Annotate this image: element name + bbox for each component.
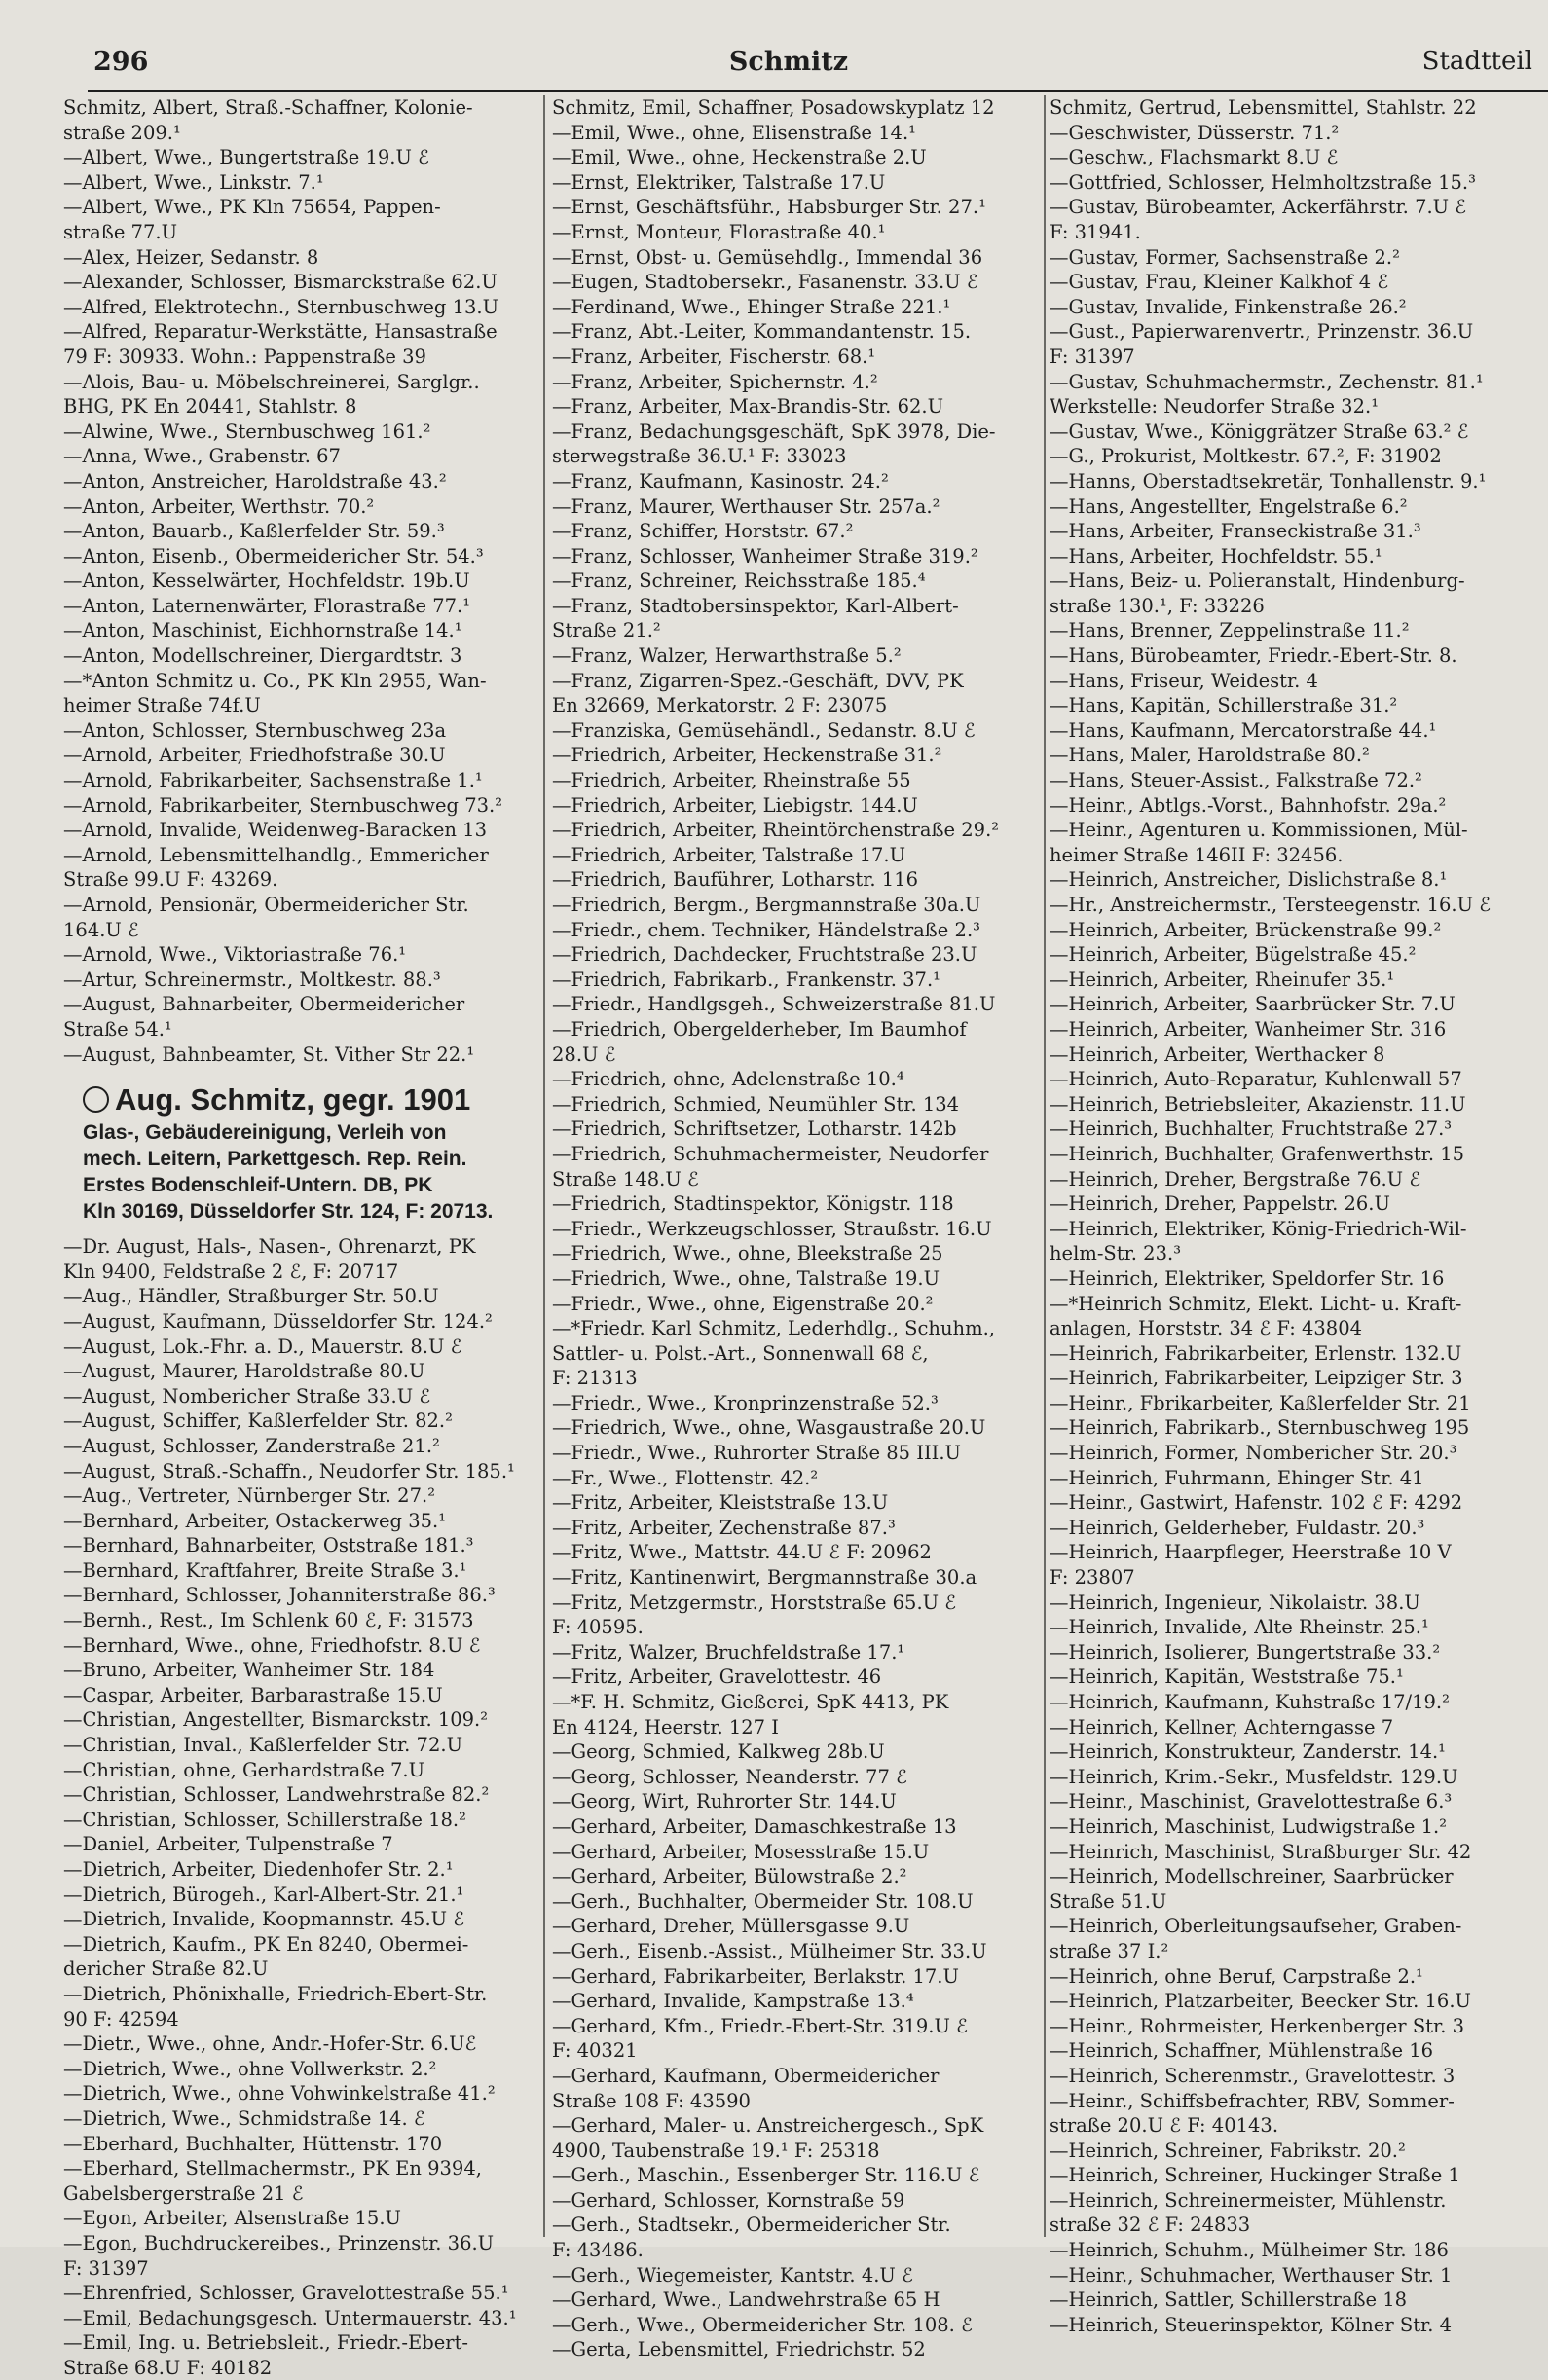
- directory-entry: —Emil, Bedachungsgesch. Untermauerstr. 43.¹: [63, 2306, 517, 2329]
- directory-entry: F: 31397: [63, 2256, 149, 2280]
- directory-entry: —August, Schlosser, Zanderstraße 21.²: [63, 1434, 440, 1457]
- directory-entry: Straße 21.²: [552, 619, 661, 642]
- directory-entry: —Fritz, Arbeiter, Zechenstraße 87.³: [552, 1516, 896, 1539]
- directory-entry: —Dietrich, Arbeiter, Diedenhofer Str. 2.¹: [63, 1858, 454, 1881]
- directory-entry: —Friedrich, Wwe., ohne, Wasgaustraße 20.U: [552, 1416, 986, 1440]
- directory-entry: Straße 148.U ℰ: [552, 1167, 699, 1190]
- ad-line: Erstes Bodenschleif-Untern. DB, PK: [83, 1174, 433, 1197]
- directory-entry: —Friedrich, Arbeiter, Rheinstraße 55: [552, 769, 911, 792]
- directory-entry: —Heinrich, Auto-Reparatur, Kuhlenwall 57: [1050, 1068, 1462, 1091]
- directory-entry: —Hanns, Oberstadtsekretär, Tonhallenstr. 9.¹: [1050, 469, 1487, 493]
- directory-entry: straße 130.¹, F: 33226: [1050, 594, 1265, 617]
- directory-entry: —Heinrich, Arbeiter, Bügelstraße 45.²: [1050, 943, 1417, 967]
- entry-list: [552, 95, 1049, 2362]
- directory-entry: —Heinrich, Oberleitungsaufseher, Graben-: [1050, 1915, 1462, 1938]
- directory-entry: —Geschwister, Düsserstr. 71.²: [1050, 121, 1340, 144]
- directory-entry: Straße 99.U F: 43269.: [63, 868, 278, 892]
- directory-entry: —Caspar, Arbeiter, Barbarastraße 15.U: [63, 1683, 443, 1706]
- directory-entry: —Fritz, Walzer, Bruchfeldstraße 17.¹: [552, 1640, 905, 1664]
- directory-entry: —Heinrich, Dreher, Bergstraße 76.U ℰ: [1050, 1167, 1421, 1190]
- directory-entry: —Friedrich, Schuhmachermeister, Neudorfer: [552, 1142, 989, 1165]
- directory-entry: F: 40321: [552, 2039, 638, 2063]
- directory-entry: F: 31397: [1050, 345, 1135, 368]
- directory-entry: —Dietrich, Wwe., ohne Vohwinkelstraße 41.²: [63, 2082, 496, 2105]
- directory-entry: —Eugen, Stadtobersekr., Fasanenstr. 33.U ℰ: [552, 271, 978, 294]
- directory-entry: —Bernhard, Bahnarbeiter, Oststraße 181.³: [63, 1534, 474, 1557]
- directory-entry: —Dr. August, Hals-, Nasen-, Ohrenarzt, PK: [63, 1235, 476, 1259]
- company-logo-icon: [83, 1086, 109, 1113]
- directory-entry: —Christian, Angestellter, Bismarckstr. 109.²: [63, 1708, 489, 1732]
- directory-entry: —Gerhard, Wwe., Landwehrstraße 65 H: [552, 2288, 940, 2312]
- directory-entry: —Alexander, Schlosser, Bismarckstraße 62.U: [63, 271, 498, 294]
- directory-entry: Gabelsbergerstraße 21 ℰ: [63, 2181, 304, 2205]
- directory-entry: —Gerhard, Arbeiter, Bülowstraße 2.²: [552, 1865, 907, 1888]
- directory-entry: —Alois, Bau- u. Möbelschreinerei, Sarglgr..: [63, 370, 480, 393]
- directory-entry: —Gerhard, Arbeiter, Mosesstraße 15.U: [552, 1840, 930, 1863]
- directory-entry: F: 21313: [552, 1367, 638, 1390]
- directory-entry: —Geschw., Flachsmarkt 8.U ℰ: [1050, 146, 1339, 169]
- directory-entry: —Friedrich, Arbeiter, Heckenstraße 31.²: [552, 744, 942, 767]
- directory-entry: —Arnold, Fabrikarbeiter, Sachsenstraße 1.¹: [63, 769, 483, 792]
- directory-entry: Straße 68.U F: 40182: [63, 2356, 273, 2379]
- directory-entry: —Heinrich, Maschinist, Straßburger Str. 42: [1050, 1840, 1472, 1863]
- column-2: [552, 95, 1049, 2362]
- directory-entry: —Friedrich, Schmied, Neumühler Str. 134: [552, 1092, 960, 1116]
- directory-entry: —Hans, Beiz- u. Polieranstalt, Hindenburg-: [1050, 569, 1465, 593]
- entry-list: [1050, 95, 1548, 2337]
- directory-entry: —Heinr., Fbrikarbeiter, Kaßlerfelder Str. 21: [1050, 1391, 1471, 1414]
- directory-entry: —Heinrich, Buchhalter, Grafenwerthstr. 15: [1050, 1142, 1465, 1165]
- directory-entry: —Hans, Steuer-Assist., Falkstraße 72.²: [1050, 769, 1422, 792]
- directory-entry: —Ernst, Obst- u. Gemüsehdlg., Immendal 36: [552, 245, 983, 269]
- directory-entry: —Friedrich, Bauführer, Lotharstr. 116: [552, 868, 919, 892]
- directory-entry: —Friedr., Werkzeugschlosser, Straußstr. 16.U: [552, 1217, 992, 1240]
- directory-entry: straße 32 ℰ F: 24833: [1050, 2214, 1251, 2237]
- directory-entry: BHG, PK En 20441, Stahlstr. 8: [63, 395, 357, 419]
- directory-entry: —Hans, Maler, Haroldstraße 80.²: [1050, 744, 1370, 767]
- directory-entry: —Heinrich, Modellschreiner, Saarbrücker: [1050, 1865, 1454, 1888]
- directory-entry: —Eberhard, Buchhalter, Hüttenstr. 170: [63, 2132, 443, 2155]
- directory-entry: —Friedrich, Dachdecker, Fruchtstraße 23.U: [552, 943, 977, 967]
- directory-entry: —Bernhard, Schlosser, Johanniterstraße 86.³: [63, 1584, 496, 1607]
- directory-entry: —Franz, Stadtobersinspektor, Karl-Albert-: [552, 594, 959, 617]
- directory-entry: —Aug., Vertreter, Nürnberger Str. 27.²: [63, 1484, 436, 1508]
- directory-entry: —Heinr., Abtlgs.-Vorst., Bahnhofstr. 29a.²: [1050, 793, 1447, 817]
- directory-entry: —Heinr., Gastwirt, Hafenstr. 102 ℰ F: 4292: [1050, 1491, 1463, 1515]
- directory-entry: —Georg, Schmied, Kalkweg 28b.U: [552, 1740, 885, 1764]
- directory-entry: —Heinrich, Isolierer, Bungertstraße 33.²: [1050, 1640, 1441, 1664]
- directory-entry: straße 209.¹: [63, 121, 181, 144]
- directory-entry: —Dietr., Wwe., ohne, Andr.-Hofer-Str. 6.Uℰ: [63, 2032, 477, 2056]
- directory-entry: —Friedrich, Stadtinspektor, Königstr. 118: [552, 1192, 954, 1216]
- directory-entry: —Hans, Brenner, Zeppelinstraße 11.²: [1050, 619, 1410, 642]
- directory-entry: —Heinrich, Arbeiter, Saarbrücker Str. 7.U: [1050, 993, 1456, 1016]
- directory-entry: Schmitz, Gertrud, Lebensmittel, Stahlstr. 22: [1050, 96, 1477, 119]
- directory-entry: —Gerhard, Kaufmann, Obermeidericher: [552, 2064, 940, 2087]
- directory-entry: —Alex, Heizer, Sedanstr. 8: [63, 245, 319, 269]
- directory-entry: —Gerhard, Schlosser, Kornstraße 59: [552, 2188, 905, 2212]
- ad-line: mech. Leitern, Parkettgesch. Rep. Rein.: [83, 1148, 467, 1171]
- header-rule: [88, 90, 1548, 92]
- directory-entry: —Ehrenfried, Schlosser, Gravelottestraße 55.¹: [63, 2282, 509, 2305]
- directory-entry: —Gerhard, Arbeiter, Damaschkestraße 13: [552, 1814, 957, 1838]
- directory-entry: —Friedr., Wwe., Kronprinzenstraße 52.³: [552, 1391, 939, 1414]
- directory-entry: —Friedrich, Arbeiter, Rheintörchenstraße 29.²: [552, 819, 1000, 842]
- directory-entry: Werkstelle: Neudorfer Straße 32.¹: [1050, 395, 1380, 419]
- directory-entry: —Gerh., Maschin., Essenberger Str. 116.U ℰ: [552, 2164, 980, 2187]
- directory-entry: —Heinrich, Fabrikarbeiter, Leipziger Str. 3: [1050, 1367, 1463, 1390]
- directory-entry: —Hans, Bürobeamter, Friedr.-Ebert-Str. 8.: [1050, 644, 1457, 668]
- directory-entry: —Friedr., Wwe., Ruhrorter Straße 85 III.U: [552, 1442, 961, 1465]
- directory-entry: —Eberhard, Stellmachermstr., PK En 9394,: [63, 2157, 482, 2180]
- directory-entry: —Friedrich, Wwe., ohne, Talstraße 19.U: [552, 1266, 940, 1290]
- directory-entry: —Gerhard, Invalide, Kampstraße 13.⁴: [552, 1990, 914, 2013]
- column-3: [1050, 95, 1548, 2336]
- directory-entry: —Heinrich, ohne Beruf, Carpstraße 2.¹: [1050, 1964, 1423, 1988]
- directory-entry: —Alfred, Reparatur-Werkstätte, Hansastraße: [63, 320, 498, 344]
- directory-entry: —Gust., Papierwarenvertr., Prinzenstr. 36.U: [1050, 320, 1474, 344]
- directory-entry: —Heinrich, Krim.-Sekr., Musfeldstr. 129.U: [1050, 1765, 1458, 1788]
- directory-entry: —Dietrich, Phönixhalle, Friedrich-Ebert-Str.: [63, 1982, 488, 2005]
- directory-entry: —Aug., Händler, Straßburger Str. 50.U: [63, 1285, 439, 1308]
- directory-entry: —Gerhard, Dreher, Müllersgasse 9.U: [552, 1915, 910, 1938]
- directory-entry: —Heinrich, Schaffner, Mühlenstraße 16: [1050, 2039, 1434, 2063]
- directory-entry: —Heinrich, Schuhm., Mülheimer Str. 186: [1050, 2239, 1449, 2262]
- directory-entry: —Bernhard, Kraftfahrer, Breite Straße 3.¹: [63, 1558, 467, 1582]
- directory-entry: —Gustav, Wwe., Königgrätzer Straße 63.² ℰ: [1050, 420, 1469, 443]
- directory-entry: —G., Prokurist, Moltkestr. 67.², F: 31902: [1050, 445, 1442, 468]
- directory-entry: —Franz, Abt.-Leiter, Kommandantenstr. 15.: [552, 320, 972, 344]
- directory-entry: straße 37 I.²: [1050, 1939, 1169, 1962]
- directory-entry: —August, Bahnarbeiter, Obermeidericher: [63, 993, 465, 1016]
- directory-entry: Schmitz, Albert, Straß.-Schaffner, Kolonie-: [63, 96, 473, 119]
- directory-entry: —Dietrich, Invalide, Koopmannstr. 45.U ℰ: [63, 1908, 465, 1931]
- directory-entry: 90 F: 42594: [63, 2007, 179, 2031]
- directory-entry: —Arnold, Invalide, Weidenweg-Baracken 13: [63, 819, 487, 842]
- directory-entry: Sattler- u. Polst.-Art., Sonnenwall 68 ℰ,: [552, 1341, 929, 1365]
- directory-entry: —Heinrich, Kapitän, Weststraße 75.¹: [1050, 1666, 1404, 1689]
- directory-entry: —Hans, Kaufmann, Mercatorstraße 44.¹: [1050, 718, 1437, 742]
- directory-entry: —Heinrich, Former, Nombericher Str. 20.³: [1050, 1442, 1457, 1465]
- directory-entry: —Heinrich, Steuerinspektor, Kölner Str. 4: [1050, 2313, 1453, 2336]
- directory-entry: —Friedrich, Arbeiter, Talstraße 17.U: [552, 843, 906, 866]
- directory-entry: 79 F: 30933. Wohn.: Pappenstraße 39: [63, 345, 426, 368]
- directory-entry: —Heinrich, Anstreicher, Dislichstraße 8.¹: [1050, 868, 1448, 892]
- directory-entry: —Friedr., chem. Techniker, Händelstraße 2.³: [552, 918, 980, 941]
- directory-entry: —Heinrich, Fabrikarb., Sternbuschweg 195: [1050, 1416, 1470, 1440]
- directory-entry: sterwegstraße 36.U.¹ F: 33023: [552, 445, 847, 468]
- directory-entry: —Gerhard, Kfm., Friedr.-Ebert-Str. 319.U ℰ: [552, 2014, 968, 2037]
- directory-entry: 4900, Taubenstraße 19.¹ F: 25318: [552, 2139, 880, 2162]
- directory-entry: —Hans, Arbeiter, Franseckistraße 31.³: [1050, 520, 1421, 543]
- page-header: [0, 0, 1548, 93]
- ad-body: [83, 1119, 540, 1225]
- directory-entry: —Franz, Arbeiter, Spichernstr. 4.²: [552, 370, 878, 393]
- directory-entry: —Fritz, Arbeiter, Kleiststraße 13.U: [552, 1491, 889, 1515]
- directory-entry: dericher Straße 82.U: [63, 1958, 269, 1981]
- directory-entry: —Alfred, Elektrotechn., Sternbuschweg 13.U: [63, 295, 499, 318]
- directory-entry: —Heinrich, Kaufmann, Kuhstraße 17/19.²: [1050, 1691, 1450, 1713]
- directory-entry: —Heinrich, Elektriker, König-Friedrich-Wil-: [1050, 1217, 1467, 1240]
- directory-entry: —Gerhard, Maler- u. Anstreichergesch., SpK: [552, 2114, 984, 2138]
- directory-entry: —August, Lok.-Fhr. a. D., Mauerstr. 8.U ℰ: [63, 1335, 462, 1358]
- directory-entry: —Bernhard, Arbeiter, Ostackerweg 35.¹: [63, 1509, 447, 1532]
- directory-entry: —Heinr., Agenturen u. Kommissionen, Mül-: [1050, 819, 1468, 842]
- directory-entry: —Gerhard, Fabrikarbeiter, Berlakstr. 17.U: [552, 1964, 959, 1988]
- directory-entry: —Ferdinand, Wwe., Ehinger Straße 221.¹: [552, 295, 951, 318]
- directory-entry: —Heinr., Maschinist, Gravelottestraße 6.³: [1050, 1790, 1453, 1813]
- directory-entry: —Heinrich, Arbeiter, Rheinufer 35.¹: [1050, 968, 1395, 991]
- directory-entry: —Artur, Schreinermstr., Moltkestr. 88.³: [63, 968, 441, 991]
- directory-entry: —Ernst, Elektriker, Talstraße 17.U: [552, 170, 886, 194]
- directory-entry: —Franz, Arbeiter, Fischerstr. 68.¹: [552, 345, 876, 368]
- directory-entry: —Emil, Wwe., ohne, Elisenstraße 14.¹: [552, 121, 916, 144]
- directory-entry: —Fritz, Kantinenwirt, Bergmannstraße 30.a: [552, 1566, 977, 1590]
- directory-entry: F: 43486.: [552, 2239, 644, 2262]
- directory-entry: —Gustav, Schuhmachermstr., Zechenstr. 81.¹: [1050, 370, 1484, 393]
- directory-entry: —Anton, Arbeiter, Werthstr. 70.²: [63, 494, 375, 518]
- directory-entry: —Bernhard, Wwe., ohne, Friedhofstr. 8.U ℰ: [63, 1633, 481, 1657]
- directory-entry: —Friedr., Handlgsgeh., Schweizerstraße 81.U: [552, 993, 996, 1016]
- directory-entry: —Franz, Schreiner, Reichsstraße 185.⁴: [552, 569, 926, 593]
- directory-entry: straße 77.U: [63, 220, 177, 243]
- directory-entry: —Anton, Schlosser, Sternbuschweg 23a: [63, 718, 447, 742]
- entry-list: [63, 95, 540, 1067]
- directory-entry: —Franz, Zigarren-Spez.-Geschäft, DVV, PK: [552, 669, 964, 692]
- directory-entry: —Egon, Arbeiter, Alsenstraße 15.U: [63, 2207, 401, 2230]
- directory-entry: —Anton, Eisenb., Obermeidericher Str. 54.³: [63, 544, 484, 568]
- directory-entry: —Heinrich, Konstrukteur, Zanderstr. 14.¹: [1050, 1740, 1446, 1764]
- directory-entry: —Albert, Wwe., PK Kln 75654, Pappen-: [63, 196, 441, 219]
- column-1: [63, 95, 540, 2379]
- directory-entry: —Franz, Schiffer, Horststr. 67.²: [552, 520, 854, 543]
- directory-entry: —Anton, Anstreicher, Haroldstraße 43.²: [63, 469, 447, 493]
- directory-entry: —Franz, Kaufmann, Kasinostr. 24.²: [552, 469, 889, 493]
- directory-entry: —Heinrich, Arbeiter, Wanheimer Str. 316: [1050, 1017, 1447, 1041]
- directory-entry: —Friedrich, Arbeiter, Liebigstr. 144.U: [552, 793, 918, 817]
- directory-entry: —Heinr., Rohrmeister, Herkenberger Str. 3: [1050, 2014, 1464, 2037]
- directory-entry: —Arnold, Fabrikarbeiter, Sternbuschweg 73.²: [63, 793, 503, 817]
- directory-entry: Straße 51.U: [1050, 1889, 1167, 1913]
- directory-entry: —Heinrich, Maschinist, Ludwigstraße 1.²: [1050, 1814, 1448, 1838]
- directory-entry: —August, Schiffer, Kaßlerfelder Str. 82.²: [63, 1410, 453, 1433]
- directory-entry: —Alwine, Wwe., Sternbuschweg 161.²: [63, 420, 431, 443]
- running-head: Schmitz: [728, 47, 849, 77]
- section-label: Stadtteil: [1421, 47, 1532, 76]
- directory-entry: —Heinrich, Gelderheber, Fuldastr. 20.³: [1050, 1516, 1425, 1539]
- directory-entry: —Hans, Kapitän, Schillerstraße 31.²: [1050, 694, 1398, 717]
- directory-entry: —Franz, Maurer, Werthauser Str. 257a.²: [552, 494, 940, 518]
- directory-entry: —Albert, Wwe., Bungertstraße 19.U ℰ: [63, 146, 429, 169]
- directory-entry: —Friedrich, Obergelderheber, Im Baumhof: [552, 1017, 967, 1041]
- directory-entry: —Christian, Schlosser, Landwehrstraße 82.²: [63, 1783, 490, 1807]
- directory-entry: —Heinrich, Ingenieur, Nikolaistr. 38.U: [1050, 1591, 1420, 1614]
- directory-entry: F: 40595.: [552, 1616, 644, 1639]
- directory-entry: —Arnold, Arbeiter, Friedhofstraße 30.U: [63, 744, 446, 767]
- directory-entry: Schmitz, Emil, Schaffner, Posadowskyplatz 12: [552, 96, 995, 119]
- directory-entry: —Daniel, Arbeiter, Tulpenstraße 7: [63, 1833, 393, 1856]
- directory-entry: —Gerh., Eisenb.-Assist., Mülheimer Str. 33.U: [552, 1939, 987, 1962]
- directory-entry: —Heinr., Schuhmacher, Werthauser Str. 1: [1050, 2263, 1453, 2287]
- ad-title-text: Aug. Schmitz, gegr. 1901: [115, 1082, 471, 1117]
- directory-entry: —Heinrich, Sattler, Schillerstraße 18: [1050, 2288, 1408, 2312]
- directory-entry: —Heinrich, Platzarbeiter, Beecker Str. 16.U: [1050, 1990, 1471, 2013]
- directory-entry: —August, Kaufmann, Düsseldorfer Str. 124.²: [63, 1309, 493, 1333]
- directory-entry: —Arnold, Lebensmittelhandlg., Emmericher: [63, 843, 489, 866]
- directory-entry: —Friedrich, Fabrikarb., Frankenstr. 37.¹: [552, 968, 940, 991]
- directory-entry: —Fr., Wwe., Flottenstr. 42.²: [552, 1466, 819, 1489]
- directory-entry: —Fritz, Wwe., Mattstr. 44.U ℰ F: 20962: [552, 1541, 932, 1564]
- directory-entry: —Ernst, Monteur, Florastraße 40.¹: [552, 220, 886, 243]
- directory-entry: —*Friedr. Karl Schmitz, Lederhdlg., Schuhm.,: [552, 1317, 995, 1340]
- directory-entry: —Heinrich, Arbeiter, Brückenstraße 99.²: [1050, 918, 1442, 941]
- directory-entry: —Emil, Wwe., ohne, Heckenstraße 2.U: [552, 146, 927, 169]
- directory-entry: 28.U ℰ: [552, 1043, 616, 1066]
- directory-entry: —Heinrich, Dreher, Pappelstr. 26.U: [1050, 1192, 1390, 1216]
- directory-entry: —Dietrich, Wwe., ohne Vollwerkstr. 2.²: [63, 2057, 437, 2080]
- directory-entry: —Bruno, Arbeiter, Wanheimer Str. 184: [63, 1659, 435, 1682]
- directory-entry: —Christian, ohne, Gerhardstraße 7.U: [63, 1758, 425, 1781]
- directory-entry: —Bernh., Rest., Im Schlenk 60 ℰ, F: 31573: [63, 1609, 474, 1632]
- directory-entry: Straße 108 F: 43590: [552, 2089, 751, 2112]
- directory-entry: —Gerta, Lebensmittel, Friedrichstr. 52: [552, 2338, 926, 2362]
- directory-entry: —Franz, Schlosser, Wanheimer Straße 319.²: [552, 544, 978, 568]
- directory-entry: anlagen, Horststr. 34 ℰ F: 43804: [1050, 1317, 1363, 1340]
- directory-entry: —August, Maurer, Haroldstraße 80.U: [63, 1360, 425, 1383]
- directory-entry: —Anton, Laternenwärter, Florastraße 77.¹: [63, 594, 471, 617]
- directory-entry: —Heinrich, Schreiner, Huckinger Straße 1: [1050, 2164, 1460, 2187]
- column-divider: [543, 95, 545, 2237]
- directory-entry: —Heinrich, Fabrikarbeiter, Erlenstr. 132.U: [1050, 1341, 1462, 1365]
- directory-entry: —Anna, Wwe., Grabenstr. 67: [63, 445, 341, 468]
- advertisement: [63, 1082, 540, 1225]
- directory-entry: straße 20.U ℰ F: 40143.: [1050, 2114, 1279, 2138]
- directory-entry: —Heinrich, Buchhalter, Fruchtstraße 27.³: [1050, 1117, 1453, 1141]
- directory-entry: —Heinr., Schiffsbefrachter, RBV, Sommer-: [1050, 2089, 1455, 2112]
- page-number: 296: [93, 47, 149, 77]
- directory-entry: —Heinrich, Schreiner, Fabrikstr. 20.²: [1050, 2139, 1406, 2162]
- directory-entry: —Emil, Ing. u. Betriebsleit., Friedr.-Ebert-: [63, 2331, 469, 2355]
- directory-entry: —Heinrich, Fuhrmann, Ehinger Str. 41: [1050, 1466, 1424, 1489]
- directory-entry: —Friedrich, ohne, Adelenstraße 10.⁴: [552, 1068, 904, 1091]
- directory-entry: —Christian, Schlosser, Schillerstraße 18.²: [63, 1808, 466, 1831]
- ad-line: Kln 30169, Düsseldorfer Str. 124, F: 20713.: [83, 1200, 494, 1224]
- directory-entry: —Anton, Maschinist, Eichhornstraße 14.¹: [63, 619, 462, 642]
- directory-entry: En 32669, Merkatorstr. 2 F: 23075: [552, 694, 888, 717]
- directory-entry: —Franziska, Gemüsehändl., Sedanstr. 8.U ℰ: [552, 718, 976, 742]
- directory-entry: Kln 9400, Feldstraße 2 ℰ, F: 20717: [63, 1260, 399, 1283]
- directory-entry: —Gustav, Invalide, Finkenstraße 26.²: [1050, 295, 1407, 318]
- directory-entry: —Georg, Schlosser, Neanderstr. 77 ℰ: [552, 1765, 907, 1788]
- directory-entry: helm-Str. 23.³: [1050, 1242, 1182, 1265]
- directory-entry: —Friedr., Wwe., ohne, Eigenstraße 20.²: [552, 1292, 934, 1315]
- directory-entry: —Heinrich, Arbeiter, Werthacker 8: [1050, 1043, 1385, 1066]
- directory-entry: —Christian, Inval., Kaßlerfelder Str. 72.U: [63, 1734, 463, 1757]
- directory-entry: —Heinrich, Scherenmstr., Gravelottestr. 3: [1050, 2064, 1456, 2087]
- directory-entry: —Heinrich, Invalide, Alte Rheinstr. 25.¹: [1050, 1616, 1429, 1639]
- directory-entry: —Hr., Anstreichermstr., Tersteegenstr. 16.U ℰ: [1050, 894, 1492, 916]
- directory-entry: —Heinrich, Haarpfleger, Heerstraße 10 V: [1050, 1541, 1452, 1564]
- directory-entry: —Franz, Bedachungsgeschäft, SpK 3978, Die-: [552, 420, 996, 443]
- directory-entry: —Gerh., Wwe., Obermeidericher Str. 108. ℰ: [552, 2313, 973, 2336]
- directory-entry: Straße 54.¹: [63, 1017, 172, 1041]
- directory-entry: —August, Nombericher Straße 33.U ℰ: [63, 1384, 431, 1408]
- directory-entry: —Hans, Friseur, Weidestr. 4: [1050, 669, 1318, 692]
- directory-entry: —Ernst, Geschäftsführ., Habsburger Str. 27.¹: [552, 196, 986, 219]
- directory-entry: —Friedrich, Schriftsetzer, Lotharstr. 142b: [552, 1117, 957, 1141]
- directory-entry: —Egon, Buchdruckereibes., Prinzenstr. 36.U: [63, 2231, 495, 2254]
- entry-list: [63, 1234, 540, 2380]
- directory-entry: —*Anton Schmitz u. Co., PK Kln 2955, Wan-: [63, 669, 487, 692]
- directory-entry: —Gustav, Bürobeamter, Ackerfährstr. 7.U ℰ: [1050, 196, 1467, 219]
- ad-line: Glas-, Gebäudereinigung, Verleih von: [83, 1121, 447, 1145]
- ad-title: [83, 1082, 540, 1117]
- directory-entry: —Anton, Kesselwärter, Hochfeldstr. 19b.U: [63, 569, 470, 593]
- directory-entry: —*F. H. Schmitz, Gießerei, SpK 4413, PK: [552, 1691, 949, 1713]
- directory-entry: —Albert, Wwe., Linkstr. 7.¹: [63, 170, 324, 194]
- directory-entry: —Dietrich, Wwe., Schmidstraße 14. ℰ: [63, 2106, 425, 2130]
- directory-entry: —August, Straß.-Schaffn., Neudorfer Str. 185.¹: [63, 1459, 515, 1483]
- directory-entry: —Fritz, Arbeiter, Gravelottestr. 46: [552, 1666, 882, 1689]
- directory-entry: En 4124, Heerstr. 127 I: [552, 1715, 779, 1739]
- directory-entry: heimer Straße 74f.U: [63, 694, 261, 717]
- directory-entry: F: 31941.: [1050, 220, 1141, 243]
- directory-entry: —*Heinrich Schmitz, Elekt. Licht- u. Kraft-: [1050, 1292, 1462, 1315]
- directory-entry: —Anton, Bauarb., Kaßlerfelder Str. 59.³: [63, 520, 445, 543]
- directory-entry: —Gustav, Frau, Kleiner Kalkhof 4 ℰ: [1050, 271, 1389, 294]
- directory-entry: —Arnold, Pensionär, Obermeidericher Str.: [63, 894, 469, 916]
- directory-entry: —Gustav, Former, Sachsenstraße 2.²: [1050, 245, 1400, 269]
- directory-entry: F: 23807: [1050, 1566, 1135, 1590]
- directory-entry: —Georg, Wirt, Ruhrorter Str. 144.U: [552, 1790, 897, 1813]
- directory-entry: —Heinrich, Schreinermeister, Mühlenstr.: [1050, 2188, 1447, 2212]
- directory-entry: —Heinrich, Kellner, Achterngasse 7: [1050, 1715, 1394, 1739]
- directory-entry: —Heinrich, Elektriker, Speldorfer Str. 16: [1050, 1266, 1445, 1290]
- directory-entry: heimer Straße 146II F: 32456.: [1050, 843, 1344, 866]
- directory-entry: —Dietrich, Bürogeh., Karl-Albert-Str. 21.¹: [63, 1883, 464, 1906]
- directory-entry: —Gottfried, Schlosser, Helmholtzstraße 15.³: [1050, 170, 1476, 194]
- directory-entry: —Fritz, Metzgermstr., Horststraße 65.U ℰ: [552, 1591, 957, 1614]
- directory-entry: —Franz, Walzer, Herwarthstraße 5.²: [552, 644, 902, 668]
- directory-entry: —Franz, Arbeiter, Max-Brandis-Str. 62.U: [552, 395, 944, 419]
- directory-entry: —Gerh., Wiegemeister, Kantstr. 4.U ℰ: [552, 2263, 913, 2287]
- directory-entry: —Heinrich, Betriebsleiter, Akazienstr. 11.U: [1050, 1092, 1466, 1116]
- directory-entry: —Arnold, Wwe., Viktoriastraße 76.¹: [63, 943, 407, 967]
- directory-entry: —Hans, Arbeiter, Hochfeldstr. 55.¹: [1050, 544, 1382, 568]
- directory-entry: —Hans, Angestellter, Engelstraße 6.²: [1050, 494, 1408, 518]
- directory-entry: —Friedrich, Wwe., ohne, Bleekstraße 25: [552, 1242, 943, 1265]
- directory-entry: 164.U ℰ: [63, 918, 139, 941]
- directory-entry: —Gerh., Buchhalter, Obermeider Str. 108.U: [552, 1889, 974, 1913]
- directory-entry: —August, Bahnbeamter, St. Vither Str 22.¹: [63, 1043, 475, 1066]
- directory-entry: —Gerh., Stadtsekr., Obermeidericher Str.: [552, 2214, 951, 2237]
- directory-entry: —Friedrich, Bergm., Bergmannstraße 30a.U: [552, 894, 981, 916]
- directory-entry: —Dietrich, Kaufm., PK En 8240, Obermei-: [63, 1932, 469, 1956]
- directory-entry: —Anton, Modellschreiner, Diergardtstr. 3: [63, 644, 462, 668]
